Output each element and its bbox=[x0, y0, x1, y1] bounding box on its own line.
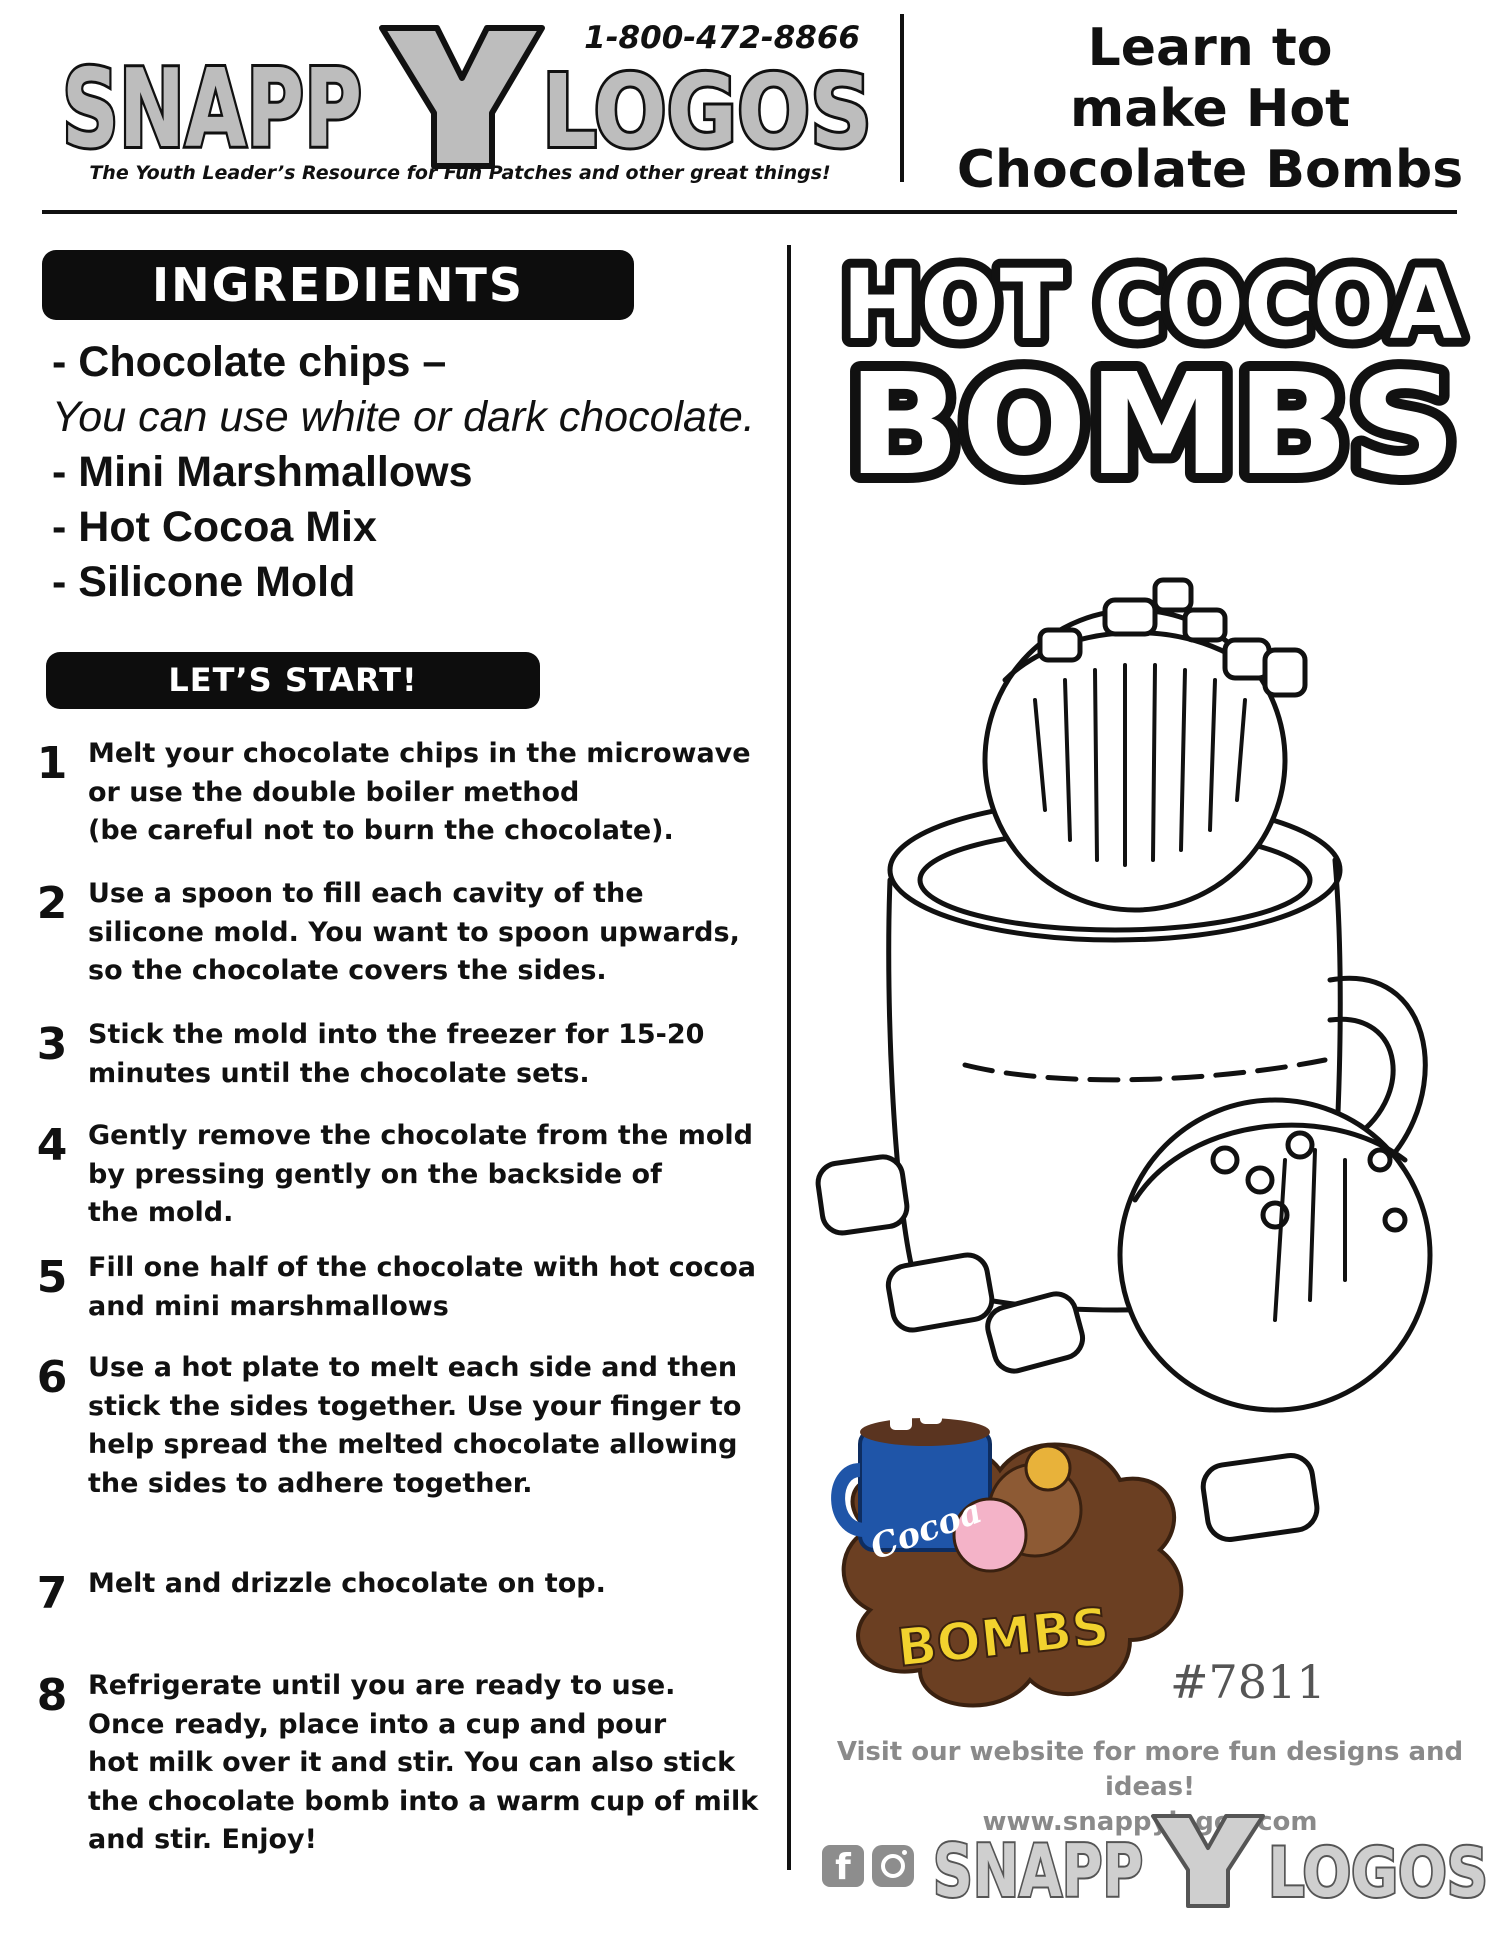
hot-cocoa-bombs-title-art bbox=[812, 238, 1492, 508]
step-number: 8 bbox=[36, 1670, 68, 1721]
list-item: - Silicone Mold bbox=[52, 558, 356, 606]
facebook-icon[interactable]: f bbox=[822, 1845, 864, 1887]
step-number: 4 bbox=[36, 1120, 68, 1171]
footer-logo-left: SNAPP bbox=[933, 1829, 1143, 1913]
step-text: Melt and drizzle chocolate on top. bbox=[88, 1568, 606, 1599]
ingredients-heading: INGREDIENTS bbox=[42, 250, 634, 320]
instagram-icon[interactable] bbox=[872, 1845, 914, 1887]
step-text: Melt your chocolate chips in the microwave or use the double boiler method (be careful not to burn the chocolate). bbox=[88, 738, 751, 846]
art-title-line1: HOT COCOA bbox=[842, 249, 1462, 361]
lets-start-heading: LET’S START! bbox=[46, 652, 540, 709]
step-number: 2 bbox=[36, 878, 68, 929]
ingredients-list bbox=[52, 335, 792, 610]
footer-snappylogos-logo bbox=[928, 1808, 1493, 1913]
art-title-line2: BOMBS bbox=[847, 344, 1457, 507]
column-divider bbox=[787, 245, 791, 1870]
header-rule bbox=[42, 210, 1457, 214]
cocoa-bombs-patch bbox=[830, 1390, 1200, 1720]
footer-logo-right: LOGOS bbox=[1268, 1834, 1488, 1913]
step-text: Use a hot plate to melt each side and then stick the sides together. Use your finger to help spread the melted chocolate allowing the sides to adhere together. bbox=[88, 1352, 742, 1499]
step-text: Stick the mold into the freezer for 15-20 minutes until the chocolate sets. bbox=[88, 1019, 705, 1089]
step-number: 5 bbox=[36, 1252, 68, 1303]
page-title bbox=[930, 18, 1490, 201]
header-divider bbox=[900, 14, 904, 182]
step-text: Gently remove the chocolate from the mold by pressing gently on the backside of the mold. bbox=[88, 1120, 753, 1228]
website-link[interactable]: www.snappylogos.com bbox=[982, 1807, 1318, 1837]
step-text: Use a spoon to fill each cavity of the silicone mold. You want to spoon upwards, so the chocolate covers the sides. bbox=[88, 878, 740, 986]
tagline: The Youth Leader’s Resource for Fun Patches and other great things! bbox=[89, 162, 831, 184]
list-item: - Chocolate chips – bbox=[52, 338, 447, 386]
patch-word-cocoa: Cocoa bbox=[865, 1491, 988, 1569]
list-item: - Mini Marshmallows bbox=[52, 448, 473, 496]
logo-text-left: SNAPP bbox=[62, 47, 362, 172]
visit-text: Visit our website for more fun designs and ideas! bbox=[836, 1737, 1464, 1802]
list-item: - Hot Cocoa Mix bbox=[52, 503, 377, 551]
step-number: 7 bbox=[36, 1568, 68, 1619]
title-line: make Hot bbox=[1070, 79, 1350, 139]
step-number: 6 bbox=[36, 1352, 68, 1403]
patch-word-bombs: BOMBS bbox=[894, 1597, 1113, 1680]
step-text: Fill one half of the chocolate with hot cocoa and mini marshmallows bbox=[88, 1252, 757, 1322]
title-line: Chocolate Bombs bbox=[956, 140, 1464, 200]
title-line: Learn to bbox=[1087, 18, 1333, 78]
step-number: 3 bbox=[36, 1019, 68, 1070]
list-item-note: You can use white or dark chocolate. bbox=[52, 393, 755, 441]
product-code: #7811 bbox=[1170, 1655, 1326, 1709]
step-number: 1 bbox=[36, 738, 68, 789]
logo-text-right: LOGOS bbox=[542, 53, 872, 170]
phone-number: 1-800-472-8866 bbox=[584, 20, 860, 56]
page-header bbox=[0, 0, 1500, 215]
step-text: Refrigerate until you are ready to use. Once ready, place into a cup and pour hot milk over it and stir. You can also stick the chocolate bomb into a warm cup of milk and stir. Enjoy! bbox=[88, 1670, 759, 1855]
